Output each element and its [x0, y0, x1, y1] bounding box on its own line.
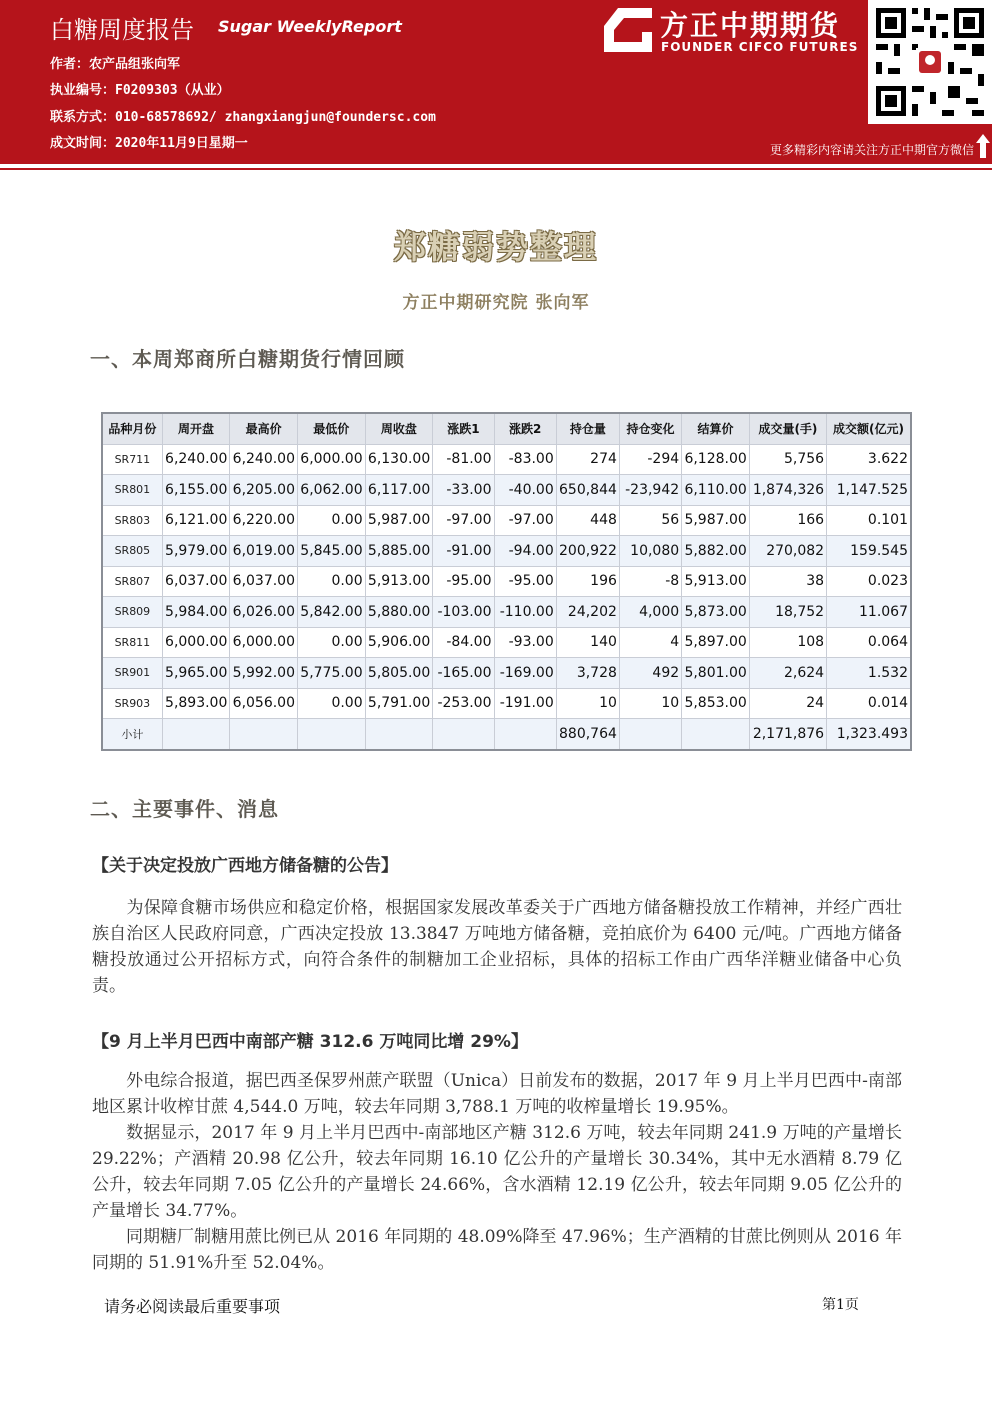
table-row [102, 688, 911, 719]
page-number: 第1页 [822, 1297, 859, 1313]
table-cell-contract: SR807 [102, 566, 162, 597]
brand-name: 方正中期期货 [660, 9, 841, 42]
table-cell: -95.00 [494, 566, 556, 597]
table-cell: 5,987.00 [365, 505, 433, 536]
table-header-cell: 品种月份 [102, 413, 162, 444]
table-cell: 200,922 [556, 536, 619, 567]
news-body-brazil-p1: 外电综合报道，据巴西圣保罗州蔗产联盟（Unica）日前发布的数据，2017 年 9 月上半月巴西中-南部地区累计收榨甘蔗 4,544.0 万吨，较去年同期 3,788.1 万吨的收榨量增长 19.95%。 [92, 1071, 902, 1117]
table-cell: 0.00 [298, 688, 366, 719]
table-cell: -95.00 [433, 566, 494, 597]
table-header-cell: 持仓量 [556, 413, 619, 444]
date-line: 成文时间：2020年11月9日星期一 [50, 136, 248, 151]
table-cell: 0.101 [827, 505, 911, 536]
table-cell: 274 [556, 444, 619, 475]
table-row [102, 658, 911, 689]
table-row [102, 627, 911, 658]
table-cell: 6,205.00 [230, 475, 298, 506]
table-cell: -97.00 [433, 505, 494, 536]
table-summary-row [102, 719, 911, 750]
table-cell: 6,220.00 [230, 505, 298, 536]
table-cell: 3.622 [827, 444, 911, 475]
table-cell: 56 [619, 505, 681, 536]
table-cell: 6,037.00 [162, 566, 230, 597]
table-cell: 24,202 [556, 597, 619, 628]
table-cell-contract: SR711 [102, 444, 162, 475]
table-cell: 5,756 [749, 444, 826, 475]
table-cell: 5,873.00 [682, 597, 750, 628]
table-cell: 159.545 [827, 536, 911, 567]
table-cell-contract: SR903 [102, 688, 162, 719]
table-cell: 38 [749, 566, 826, 597]
table-cell: -165.00 [433, 658, 494, 689]
table-row [102, 505, 911, 536]
table-header-cell: 结算价 [682, 413, 750, 444]
table-cell: 11.067 [827, 597, 911, 628]
table-cell-contract: SR901 [102, 658, 162, 689]
table-cell: 6,110.00 [682, 475, 750, 506]
table-cell: -83.00 [494, 444, 556, 475]
table-row [102, 566, 911, 597]
table-cell: 4 [619, 627, 681, 658]
table-cell [298, 719, 366, 750]
document-title: 郑糖弱势整理 [393, 228, 598, 266]
follow-wechat-text: 更多精彩内容请关注方正中期官方微信 [769, 143, 974, 157]
news-body-brazil-p2: 数据显示，2017 年 9 月上半月巴西中-南部地区产糖 312.6 万吨，较去年同期 241.9 万吨的产量增长 29.22%；产酒精 20.98 亿公升，较去年同期 16.10 亿公升的产量增长 30.34%，其中无水酒精 8.79 亿公升，较去年同期 7.05 亿公升的产量增长 24.66%，含水酒精 12.19 亿公升，较去年同期 9.05 亿公升的产量增长 34.77%。 [92, 1123, 902, 1221]
table-cell: 10 [556, 688, 619, 719]
table-cell: 6,240.00 [230, 444, 298, 475]
table-cell: 5,913.00 [682, 566, 750, 597]
table-header-row [102, 413, 911, 444]
table-row [102, 536, 911, 567]
table-cell: 0.014 [827, 688, 911, 719]
table-cell: 2,171,876 [749, 719, 826, 750]
table-cell: 5,979.00 [162, 536, 230, 567]
table-cell: 5,984.00 [162, 597, 230, 628]
news-title-brazil-output: 【9 月上半月巴西中南部产糖 312.6 万吨同比增 29%】 [92, 1032, 528, 1052]
table-cell: -40.00 [494, 475, 556, 506]
table-cell: 5,880.00 [365, 597, 433, 628]
table-cell: 6,240.00 [162, 444, 230, 475]
table-cell: 2,624 [749, 658, 826, 689]
table-header-cell: 周开盘 [162, 413, 230, 444]
table-cell: 166 [749, 505, 826, 536]
table-cell [162, 719, 230, 750]
header-divider [0, 160, 992, 164]
table-cell: 6,130.00 [365, 444, 433, 475]
table-cell: 18,752 [749, 597, 826, 628]
table-cell: 6,019.00 [230, 536, 298, 567]
table-cell: 1.532 [827, 658, 911, 689]
table-cell: 1,323.493 [827, 719, 911, 750]
qr-code-icon [868, 0, 992, 124]
table-cell: 4,000 [619, 597, 681, 628]
table-header-cell: 涨跌1 [433, 413, 494, 444]
section-heading-market-review: 一、本周郑商所白糖期货行情回顾 [90, 347, 405, 371]
table-cell: 5,842.00 [298, 597, 366, 628]
arrow-up-icon [976, 134, 990, 158]
document-author: 方正中期研究院 张向军 [402, 293, 590, 313]
header-divider-thin [0, 168, 992, 170]
report-title-en: Sugar WeeklyReport [218, 17, 402, 36]
report-header [0, 0, 992, 160]
table-row [102, 597, 911, 628]
table-cell: -110.00 [494, 597, 556, 628]
table-cell: -169.00 [494, 658, 556, 689]
table-cell: 6,128.00 [682, 444, 750, 475]
table-header-cell: 成交量(手) [749, 413, 826, 444]
table-cell: 0.00 [298, 627, 366, 658]
table-cell: 6,026.00 [230, 597, 298, 628]
table-cell: 5,906.00 [365, 627, 433, 658]
table-cell: 3,728 [556, 658, 619, 689]
table-cell: 5,897.00 [682, 627, 750, 658]
table-cell-contract: SR803 [102, 505, 162, 536]
table-header-cell: 周收盘 [365, 413, 433, 444]
table-cell-contract: SR809 [102, 597, 162, 628]
table-header-cell: 最高价 [230, 413, 298, 444]
table-cell: 6,062.00 [298, 475, 366, 506]
news-title-guangxi-reserve: 【关于决定投放广西地方储备糖的公告】 [92, 856, 398, 876]
table-cell: 5,845.00 [298, 536, 366, 567]
table-cell: 6,000.00 [298, 444, 366, 475]
founder-logo-icon [604, 8, 652, 52]
futures-quote-table [101, 412, 912, 751]
table-header-cell: 最低价 [298, 413, 366, 444]
table-cell: -23,942 [619, 475, 681, 506]
table-cell [230, 719, 298, 750]
table-cell: 5,885.00 [365, 536, 433, 567]
table-cell: 5,913.00 [365, 566, 433, 597]
table-cell: 5,853.00 [682, 688, 750, 719]
table-cell: 5,987.00 [682, 505, 750, 536]
table-cell: -93.00 [494, 627, 556, 658]
table-cell-contract: SR805 [102, 536, 162, 567]
table-cell: 1,874,326 [749, 475, 826, 506]
table-cell: -81.00 [433, 444, 494, 475]
table-cell: 6,117.00 [365, 475, 433, 506]
table-cell: 1,147.525 [827, 475, 911, 506]
table-header-cell: 涨跌2 [494, 413, 556, 444]
table-cell: 5,805.00 [365, 658, 433, 689]
table-cell: 0.023 [827, 566, 911, 597]
table-cell: -294 [619, 444, 681, 475]
table-cell: 270,082 [749, 536, 826, 567]
table-cell: 10 [619, 688, 681, 719]
table-cell: 6,037.00 [230, 566, 298, 597]
table-cell [365, 719, 433, 750]
table-cell-contract: SR811 [102, 627, 162, 658]
news-body-brazil-p3: 同期糖厂制糖用蔗比例已从 2016 年同期的 48.09%降至 47.96%；生产酒精的甘蔗比例则从 2016 年同期的 51.91%升至 52.04%。 [92, 1227, 902, 1273]
table-header-cell: 成交额(亿元) [827, 413, 911, 444]
table-cell: 140 [556, 627, 619, 658]
table-cell: 6,121.00 [162, 505, 230, 536]
table-header-cell: 持仓变化 [619, 413, 681, 444]
table-cell: 880,764 [556, 719, 619, 750]
license-line: 执业编号：F0209303（从业） [50, 83, 230, 98]
table-cell: 5,992.00 [230, 658, 298, 689]
table-cell: 492 [619, 658, 681, 689]
table-cell: -191.00 [494, 688, 556, 719]
table-cell: 448 [556, 505, 619, 536]
author-line: 作者：农产品组张向军 [50, 57, 181, 72]
table-cell: 6,000.00 [230, 627, 298, 658]
table-cell: 0.00 [298, 566, 366, 597]
table-row [102, 444, 911, 475]
table-cell: 650,844 [556, 475, 619, 506]
table-cell: -33.00 [433, 475, 494, 506]
table-cell: 0.064 [827, 627, 911, 658]
footer-notice: 请务必阅读最后重要事项 [104, 1297, 281, 1316]
table-cell [682, 719, 750, 750]
table-cell: 5,882.00 [682, 536, 750, 567]
table-cell [619, 719, 681, 750]
table-cell: 108 [749, 627, 826, 658]
table-cell: -84.00 [433, 627, 494, 658]
table-cell: 196 [556, 566, 619, 597]
table-cell: 6,000.00 [162, 627, 230, 658]
table-cell: 5,775.00 [298, 658, 366, 689]
table-row [102, 475, 911, 506]
table-cell: -97.00 [494, 505, 556, 536]
table-cell: 5,893.00 [162, 688, 230, 719]
table-cell: 5,791.00 [365, 688, 433, 719]
table-cell: -8 [619, 566, 681, 597]
table-cell: -253.00 [433, 688, 494, 719]
table-cell-contract: SR801 [102, 475, 162, 506]
table-cell: 5,965.00 [162, 658, 230, 689]
table-cell: 0.00 [298, 505, 366, 536]
report-title: 白糖周度报告 [50, 16, 194, 44]
table-cell: 6,155.00 [162, 475, 230, 506]
table-cell: -94.00 [494, 536, 556, 567]
table-cell [433, 719, 494, 750]
table-cell: 5,801.00 [682, 658, 750, 689]
news-body-guangxi-reserve: 为保障食糖市场供应和稳定价格，根据国家发展改革委关于广西地方储备糖投放工作精神，并经广西壮族自治区人民政府同意，广西决定投放 13.3847 万吨地方储备糖，竞拍底价为 6400 元/吨。广西地方储备糖投放通过公开招标方式，向符合条件的制糖加工企业招标，具体的招标工作由广西华洋糖业储备中心负责。 [92, 898, 902, 996]
table-cell: 6,056.00 [230, 688, 298, 719]
table-cell-contract: 小计 [102, 719, 162, 750]
brand-name-en: FOUNDER CIFCO FUTURES [661, 40, 859, 54]
section-heading-news: 二、主要事件、消息 [90, 797, 279, 821]
table-cell: 10,080 [619, 536, 681, 567]
table-cell: 24 [749, 688, 826, 719]
table-cell: -103.00 [433, 597, 494, 628]
table-cell [494, 719, 556, 750]
contact-line: 联系方式：010-68578692/ zhangxiangjun@foundersc.com [50, 110, 436, 125]
table-cell: -91.00 [433, 536, 494, 567]
